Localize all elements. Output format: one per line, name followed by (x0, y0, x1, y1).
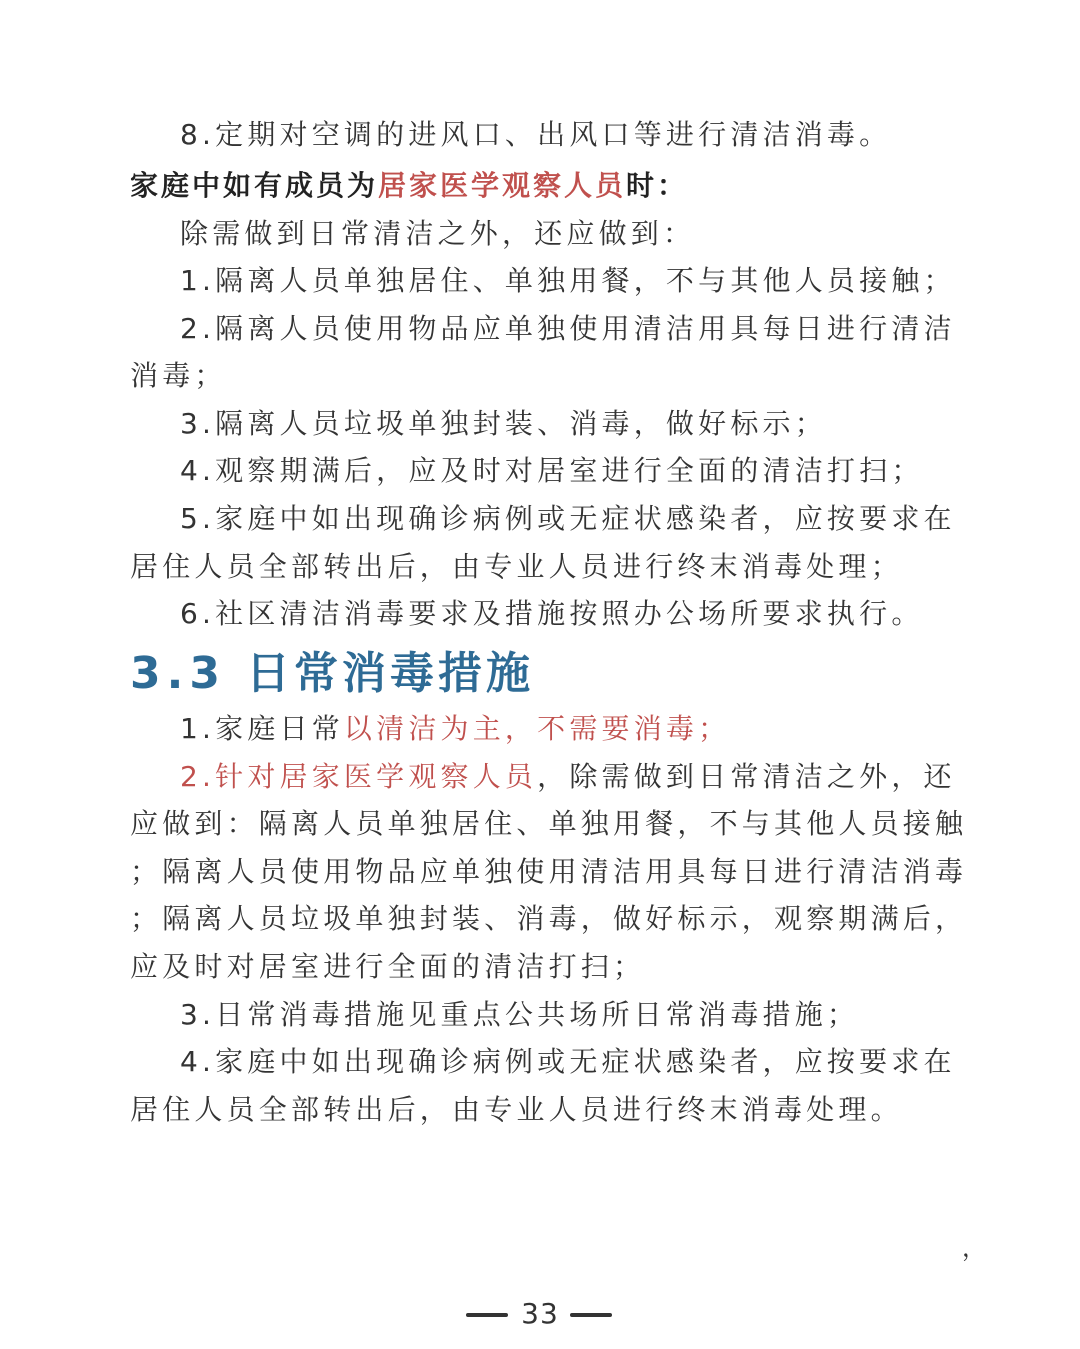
intro-text: 家庭中如有成员为 (130, 169, 379, 202)
item-3: 3.日常消毒措施见重点公共场所日常消毒措施； (180, 998, 860, 1031)
item-1-text: 1.家庭日常 (180, 712, 344, 745)
intro-suffix: 时： (626, 169, 689, 202)
stray-mark: ， (962, 1234, 986, 1262)
list-item: 6.社区清洁消毒要求及措施按照办公场所要求执行。 (180, 597, 924, 630)
footer-dash-right (570, 1313, 612, 1317)
item-2 (0, 757, 1080, 797)
list-item: 3.隔离人员垃圾单独封装、消毒，做好标示； (180, 407, 827, 440)
item-2-continued: 应及时对居室进行全面的清洁打扫； (130, 950, 646, 983)
item-2-continued: ；隔离人员使用物品应单独使用清洁用具每日进行清洁消毒 (130, 855, 968, 888)
list-item-continued: 消毒； (130, 359, 227, 392)
lead-text: 除需做到日常清洁之外，还应做到： (180, 217, 696, 250)
item-4: 4.家庭中如出现确诊病例或无症状感染者，应按要求在 (180, 1045, 956, 1078)
item-2-continued: 应做到：隔离人员单独居住、单独用餐，不与其他人员接触 (130, 807, 968, 840)
list-item: 5.家庭中如出现确诊病例或无症状感染者，应按要求在 (180, 502, 956, 535)
item-4-continued: 居住人员全部转出后，由专业人员进行终末消毒处理。 (130, 1093, 903, 1126)
section-title: 日常消毒措施 (245, 648, 534, 699)
item-1-highlight: 以清洁为主，不需要消毒； (343, 712, 731, 745)
item-1 (0, 709, 1080, 749)
list-item-continued: 居住人员全部转出后，由专业人员进行终末消毒处理； (130, 550, 903, 583)
section-number: 3.3 (130, 648, 226, 699)
list-item: 4.观察期满后，应及时对居室进行全面的清洁打扫； (180, 454, 924, 487)
item-8: 8.定期对空调的进风口、出风口等进行清洁消毒。 (180, 118, 892, 151)
section-heading (130, 644, 534, 704)
item-2-continued: ；隔离人员垃圾单独封装、消毒，做好标示，观察期满后， (130, 902, 968, 935)
page-footer (0, 1296, 1080, 1332)
list-item: 2.隔离人员使用物品应单独使用清洁用具每日进行清洁 (180, 312, 956, 345)
page-number: 33 (521, 1297, 559, 1330)
intro-highlight: 居家医学观察人员 (378, 169, 627, 202)
footer-dash-left (466, 1313, 508, 1317)
item-2-highlight: 2.针对居家医学观察人员 (180, 760, 538, 793)
household-intro (0, 166, 1080, 206)
item-2-text: ，除需做到日常清洁之外，还 (537, 760, 956, 793)
list-item: 1.隔离人员单独居住、单独用餐，不与其他人员接触； (180, 264, 956, 297)
